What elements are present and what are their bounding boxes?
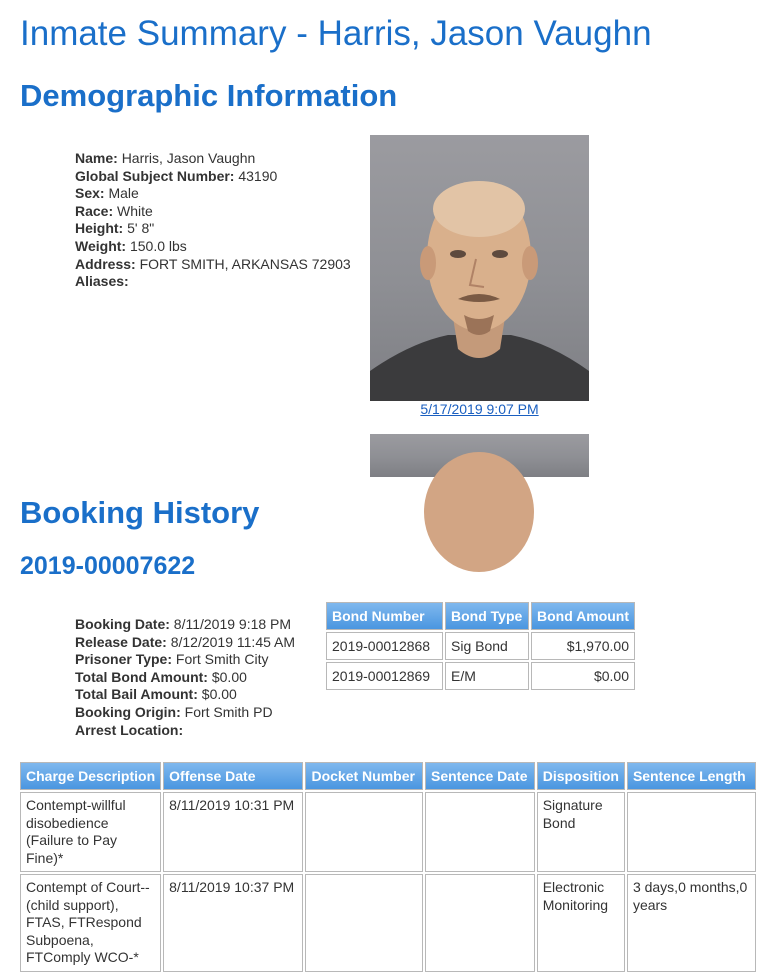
release-date-row <box>75 634 295 652</box>
forehead-shape <box>433 181 525 237</box>
charge-description-header: Charge Description <box>20 762 161 790</box>
offense-date-header: Offense Date <box>163 762 303 790</box>
bond-type-cell: E/M <box>445 662 529 690</box>
docket-number-header: Docket Number <box>305 762 423 790</box>
mugshot-image <box>370 135 589 401</box>
sentence-date-cell <box>425 792 535 872</box>
charge-description-cell: Contempt of Court--(child support), FTAS, FTRespond Subpoena, FTComply WCO-* <box>20 874 161 972</box>
field-label: Address: <box>75 255 136 272</box>
total-bail-value: $0.00 <box>201 686 237 703</box>
table-row <box>326 662 635 690</box>
total-bail-row <box>75 686 295 704</box>
field-label: Aliases: <box>75 273 129 290</box>
table-row <box>20 792 756 872</box>
name-value: Harris, Jason Vaughn <box>121 150 256 166</box>
race-value: White <box>117 202 153 219</box>
field-label: Global Subject Number: <box>75 167 235 184</box>
right-eye-shape <box>492 250 508 258</box>
left-eye-shape <box>450 250 466 258</box>
disposition-cell: Signature Bond <box>537 792 625 872</box>
booking-origin-row <box>75 704 295 722</box>
bond-number-cell: 2019-00012869 <box>326 662 443 690</box>
weight-row <box>75 238 351 256</box>
charges-table <box>18 760 758 974</box>
bond-amount-cell: $0.00 <box>531 662 635 690</box>
sentence-length-cell: 3 days,0 months,0 years <box>627 874 756 972</box>
field-label: Booking Origin: <box>75 703 181 720</box>
bond-amount-header: Bond Amount <box>531 602 635 630</box>
weight-value: 150.0 lbs <box>129 237 187 254</box>
name-row <box>75 150 351 168</box>
bond-number-cell: 2019-00012868 <box>326 632 443 660</box>
prisoner-type-value: Fort Smith City <box>175 651 269 668</box>
field-label: Total Bond Amount: <box>75 668 208 685</box>
charge-description-cell: Contempt-willful disobedience (Failure to Pay Fine)* <box>20 792 161 872</box>
bond-table <box>324 600 637 692</box>
head-top-shape <box>424 452 534 572</box>
booking-origin-value: Fort Smith PD <box>184 703 273 720</box>
bond-type-header: Bond Type <box>445 602 529 630</box>
height-value: 5' 8" <box>127 220 155 237</box>
field-label: Booking Date: <box>75 616 170 632</box>
field-label: Release Date: <box>75 633 167 650</box>
table-row <box>20 874 756 972</box>
disposition-cell: Electronic Monitoring <box>537 874 625 972</box>
field-label: Race: <box>75 202 114 219</box>
booking-info <box>75 616 295 739</box>
sex-row <box>75 185 351 203</box>
sentence-length-header: Sentence Length <box>627 762 756 790</box>
field-label: Height: <box>75 220 124 237</box>
disposition-header: Disposition <box>537 762 625 790</box>
bond-type-cell: Sig Bond <box>445 632 529 660</box>
prisoner-type-row <box>75 651 295 669</box>
field-label: Weight: <box>75 237 127 254</box>
offense-date-cell: 8/11/2019 10:31 PM <box>163 792 303 872</box>
arrest-location-row <box>75 722 295 740</box>
bond-number-header: Bond Number <box>326 602 443 630</box>
height-row <box>75 220 351 238</box>
address-value: FORT SMITH, ARKANSAS 72903 <box>139 255 351 272</box>
field-label: Total Bail Amount: <box>75 686 198 703</box>
mugshot-photo[interactable] <box>370 135 589 401</box>
release-date-value: 8/12/2019 11:45 AM <box>170 633 296 650</box>
sex-value: Male <box>108 185 139 202</box>
sentence-date-cell <box>425 874 535 972</box>
global-subject-number-value: 43190 <box>238 167 278 184</box>
field-label: Arrest Location: <box>75 721 184 738</box>
booking-date-value: 8/11/2019 9:18 PM <box>173 616 292 632</box>
total-bond-row <box>75 669 295 687</box>
second-mugshot-photo[interactable] <box>370 434 589 477</box>
demographic-info <box>75 150 351 291</box>
page-title: Inmate Summary - Harris, Jason Vaughn <box>20 14 652 53</box>
booking-history-heading: Booking History <box>20 495 260 530</box>
booking-date-row <box>75 616 295 634</box>
second-mugshot-image <box>370 434 589 477</box>
total-bond-value: $0.00 <box>211 668 247 685</box>
bond-amount-cell: $1,970.00 <box>531 632 635 660</box>
booking-number: 2019-00007622 <box>20 552 196 580</box>
offense-date-cell: 8/11/2019 10:37 PM <box>163 874 303 972</box>
sentence-length-cell <box>627 792 756 872</box>
field-label: Sex: <box>75 185 105 202</box>
bond-header-row <box>326 602 635 630</box>
race-row <box>75 203 351 221</box>
docket-number-cell <box>305 792 423 872</box>
table-row <box>326 632 635 660</box>
sentence-date-header: Sentence Date <box>425 762 535 790</box>
field-label: Name: <box>75 150 118 166</box>
docket-number-cell <box>305 874 423 972</box>
field-label: Prisoner Type: <box>75 651 172 668</box>
photo-date-link[interactable]: 5/17/2019 9:07 PM <box>420 401 539 417</box>
charges-header-row <box>20 762 756 790</box>
address-row <box>75 256 351 274</box>
global-subject-number-row <box>75 168 351 186</box>
aliases-row <box>75 273 351 291</box>
right-ear-shape <box>522 246 538 280</box>
left-ear-shape <box>420 246 436 280</box>
demographic-heading: Demographic Information <box>20 78 398 113</box>
